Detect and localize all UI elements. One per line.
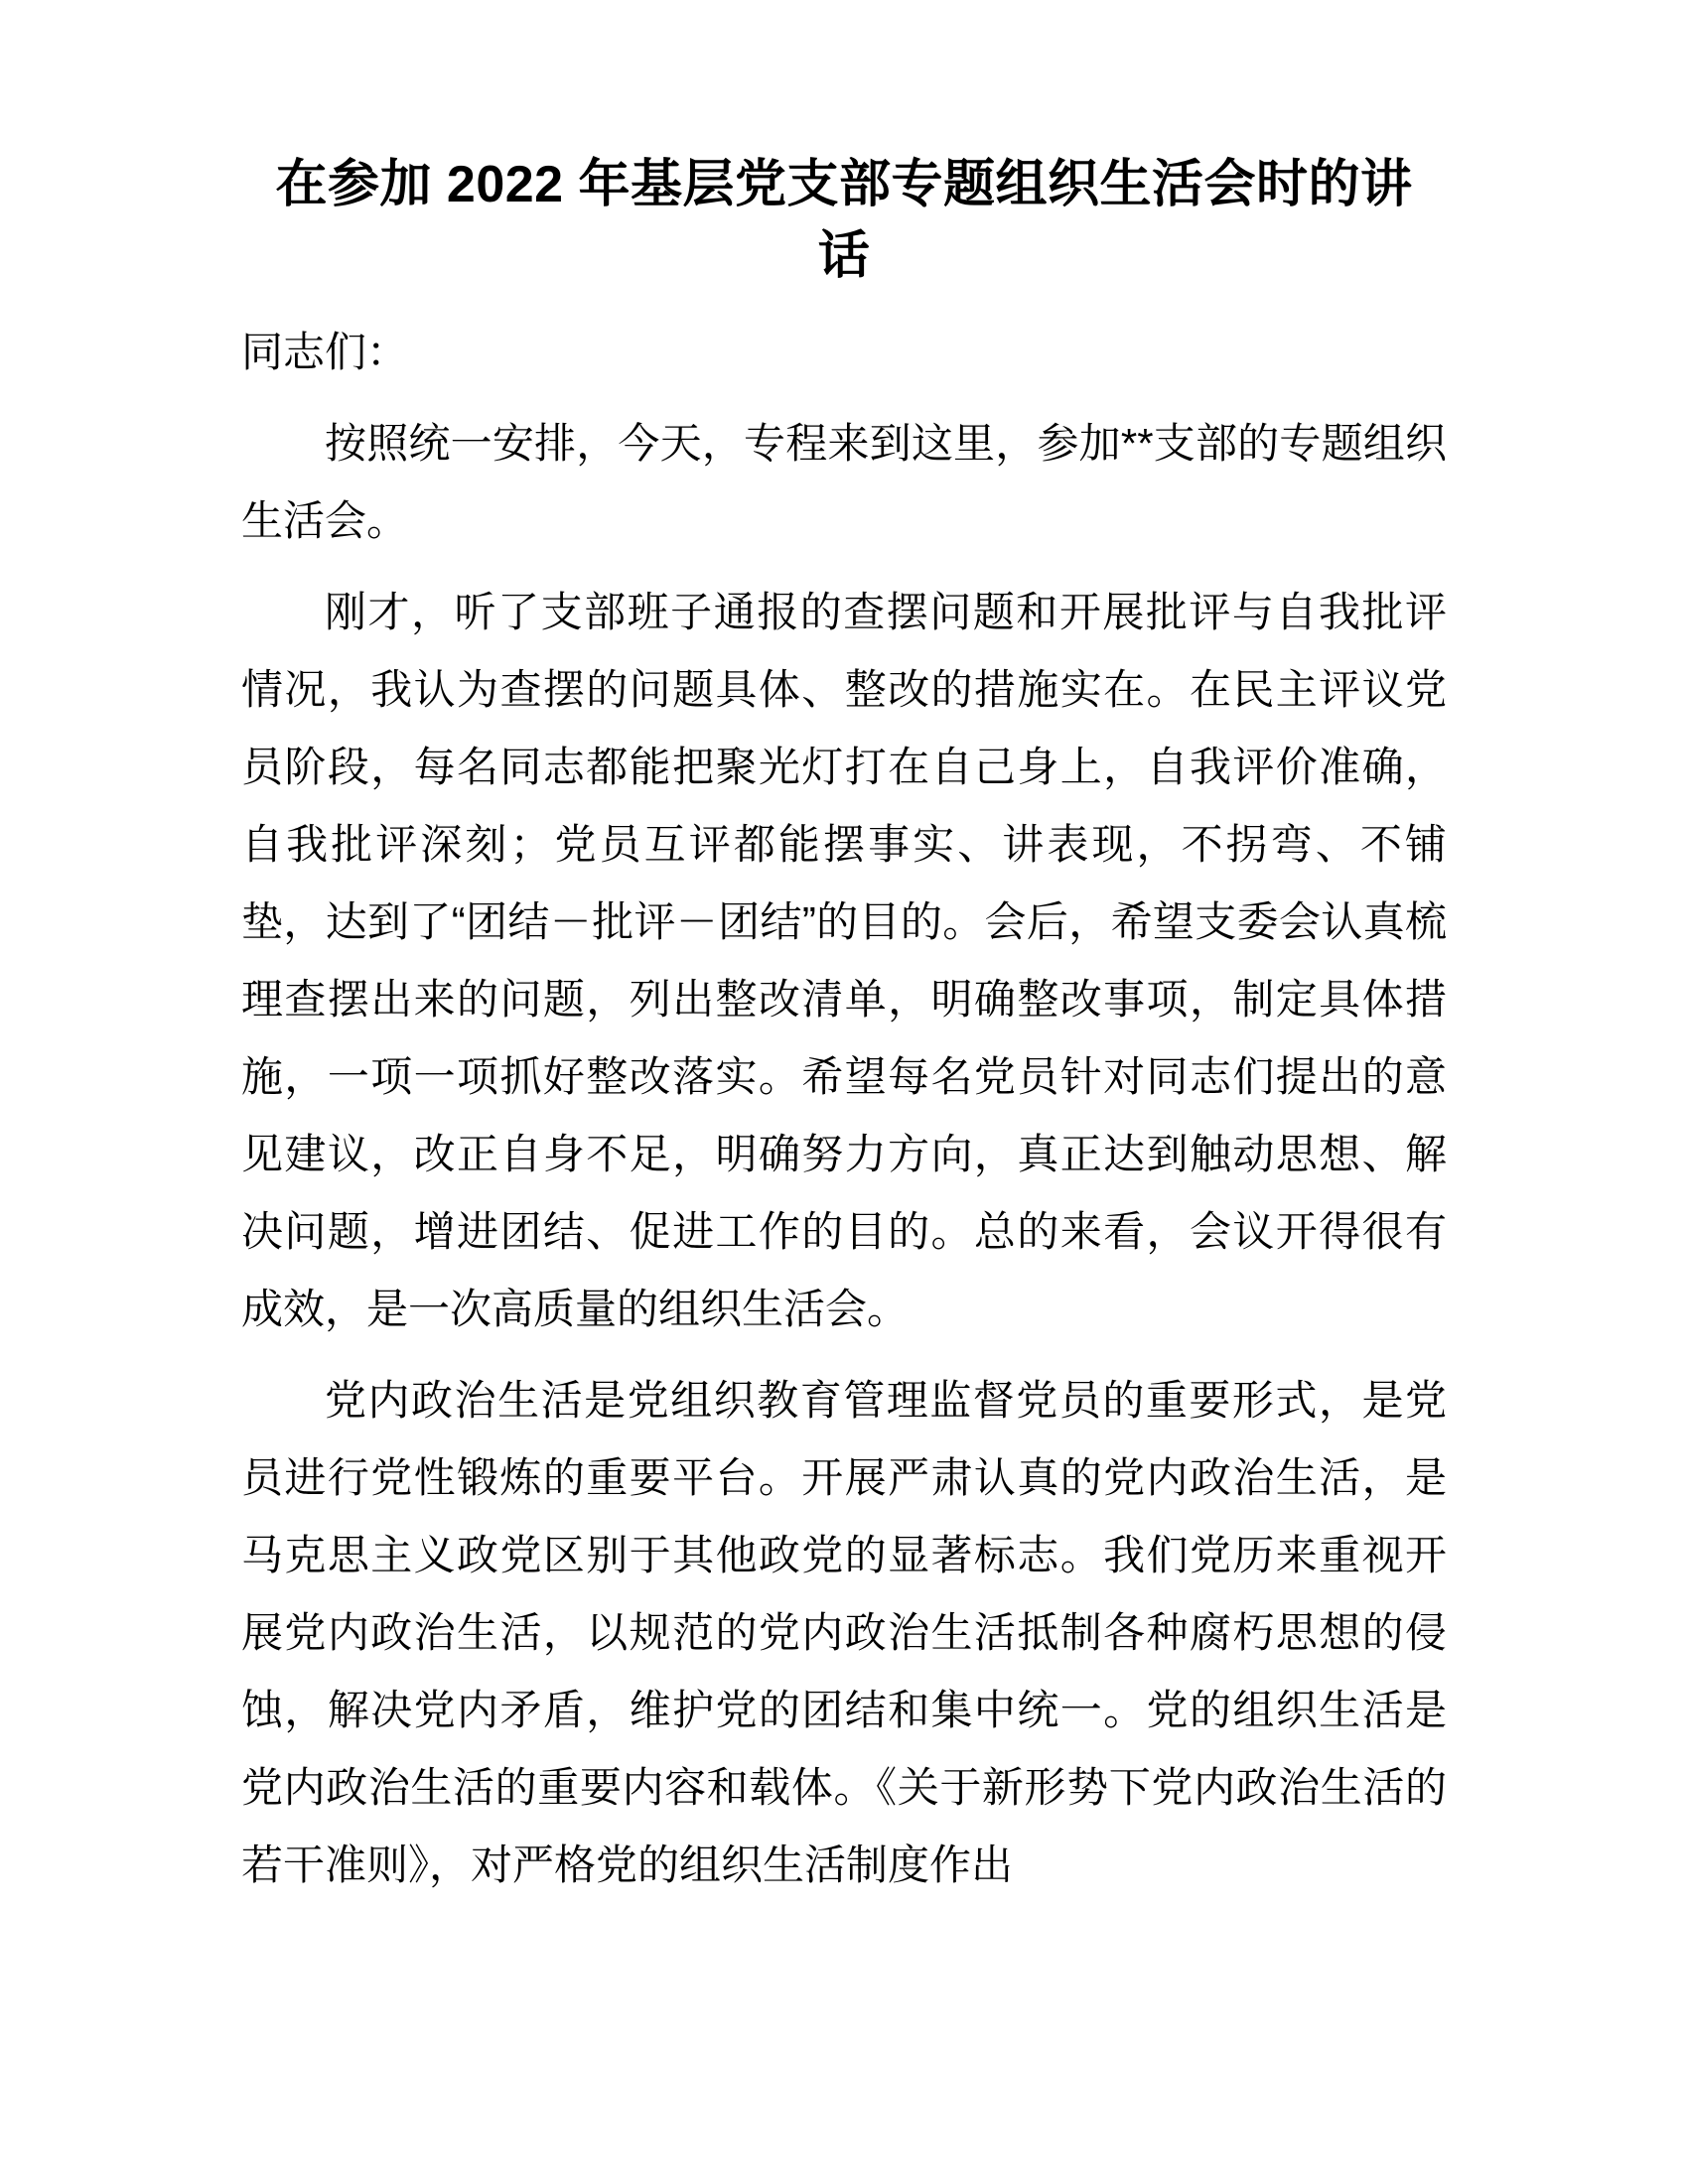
salutation-line: 同志们： (241, 329, 409, 375)
body-paragraph-1: 按照统一安排，今天，专程来到这里，参加**支部的专题组织生活会。 (241, 420, 1447, 544)
body-paragraph-3: 党内政治生活是党组织教育管理监督党员的重要形式，是党员进行党性锻炼的重要平台。开展严肃认真的党内政治生活，是马克思主义政党区别于其他政党的显著标志。我们党历来重视开展党内政治生活，以规范的党内政治生活抵制各种腐朽思想的侵蚀，解决党内矛盾，维护党的团结和集中统一。党的组织生活是党内政治生活的重要内容和载体。《关于新形势下党内政治生活的若干准则》，对严格党的组织生活制度作出 (241, 1377, 1447, 1888)
body-paragraph-2: 刚才，听了支部班子通报的查摆问题和开展批评与自我批评情况，我认为查摆的问题具体、整改的措施实在。在民主评议党员阶段，每名同志都能把聚光灯打在自己身上，自我评价准确，自我批评深刻；党员互评都能摆事实、讲表现，不拐弯、不铺垫，达到了“团结－批评－团结”的目的。会后，希望支委会认真梳理查摆出来的问题，列出整改清单，明确整改事项，制定具体措施，一项一项抓好整改落实。希望每名党员针对同志们提出的意见建议，改正自身不足，明确努力方向，真正达到触动思想、解决问题，增进团结、促进工作的目的。总的来看，会议开得很有成效，是一次高质量的组织生活会。 (241, 589, 1447, 1332)
document-content (241, 149, 1447, 1904)
document-title: 在参加 2022 年基层党支部专题组织生活会时的讲话 (275, 156, 1413, 285)
